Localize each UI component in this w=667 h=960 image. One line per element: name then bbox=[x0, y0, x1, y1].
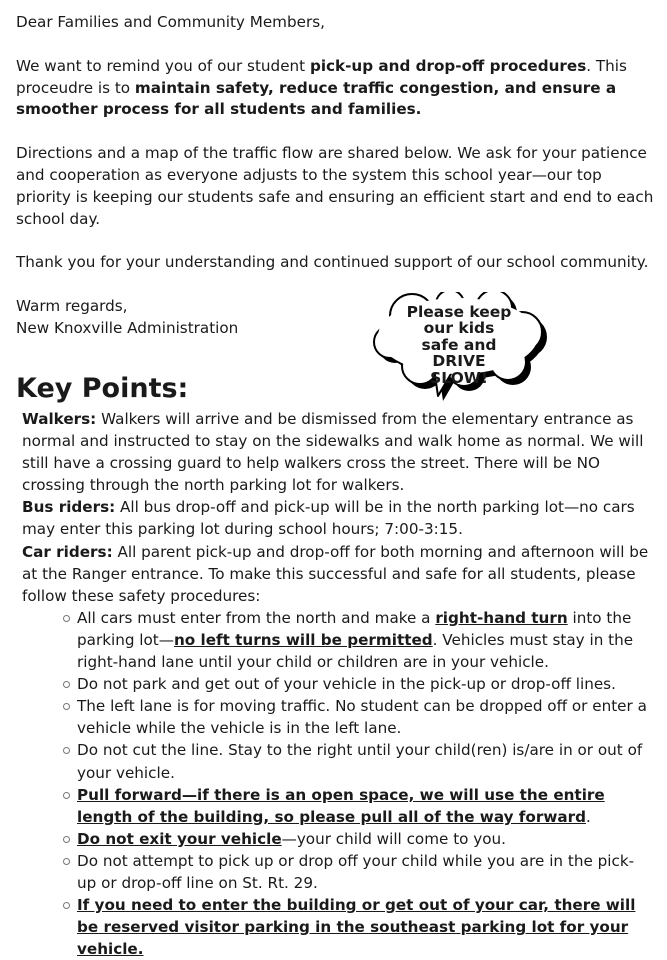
directions-paragraph: Directions and a map of the traffic flow are shared below. We ask for your patience and cooperation as everyone adjusts to the system this school year—our top priority is keeping our students safe and ensuring an efficient start and end to each school day. bbox=[16, 144, 654, 228]
step-emphasis: Pull forward—if there is an open space, we will use the entire length of the building, so please pull all of the way forward bbox=[77, 785, 605, 826]
key-points bbox=[22, 408, 652, 960]
step-emphasis: right-hand turn bbox=[435, 608, 568, 627]
car-riders-text: All parent pick-up and drop-off for both morning and afternoon will be at the Ranger entrance. To make this successful and safe for all students, please follow these safety procedures: bbox=[22, 542, 649, 605]
walkers-point bbox=[22, 408, 652, 496]
step-emphasis: If you need to enter the building or get out of your car, there will be reserved visitor parking in the southeast parking lot for your vehicle. bbox=[77, 896, 636, 959]
intro-emphasis-goals: maintain safety, reduce traffic congestion, and ensure a smoother process for all students and families. bbox=[16, 78, 617, 119]
bus-riders-text: All bus drop-off and pick-up will be in the north parking lot—no cars may enter this parking lot during school hours; 7:00-3:15. bbox=[22, 498, 635, 539]
car-riders-point bbox=[22, 541, 652, 607]
step-text: . bbox=[585, 807, 591, 826]
walkers-label: Walkers: bbox=[22, 410, 97, 428]
greeting: Dear Families and Community Members, bbox=[16, 13, 325, 31]
thanks-paragraph: Thank you for your understanding and continued support of our school community. bbox=[16, 253, 649, 272]
bubble-line: safe and bbox=[421, 335, 497, 354]
thought-bubble bbox=[372, 292, 552, 410]
intro-emphasis-procedures: pick-up and drop-off procedures bbox=[309, 56, 587, 75]
step-text: —your child will come to you. bbox=[281, 829, 506, 848]
intro-paragraph bbox=[16, 56, 656, 121]
bus-riders-label: Bus riders: bbox=[22, 498, 116, 517]
key-points-heading: Key Points: bbox=[16, 373, 189, 404]
bubble-line: SLOW! bbox=[430, 368, 488, 387]
bubble-line: our kids bbox=[423, 319, 495, 338]
step-emphasis: no left turns will be permitted bbox=[173, 630, 433, 649]
intro-text-2: . This proceudre is to bbox=[16, 56, 627, 97]
list-item: The left lane is for moving traffic. No student can be dropped off or enter a vehicle while the vehicle is in the left lane. bbox=[77, 695, 652, 739]
intro-text-1: We want to remind you of our student bbox=[16, 56, 310, 75]
list-item bbox=[77, 828, 652, 850]
bus-riders-point bbox=[22, 496, 652, 540]
list-item: Do not park and get out of your vehicle in the pick-up or drop-off lines. bbox=[77, 673, 652, 695]
signoff: Warm regards, bbox=[16, 297, 128, 316]
signature: New Knoxville Administration bbox=[16, 318, 239, 337]
letter bbox=[16, 12, 656, 340]
safety-procedures-list bbox=[22, 607, 652, 960]
car-riders-label: Car riders: bbox=[22, 542, 113, 561]
list-item: Do not cut the line. Stay to the right until your child(ren) is/are in or out of your vehicle. bbox=[77, 739, 652, 783]
list-item bbox=[77, 784, 652, 828]
walkers-text: Walkers will arrive and be dismissed from the elementary entrance as normal and instructed to stay on the sidewalks and walk home as normal. We will still have a crossing guard to help walkers cross the street. There will be NO crossing through the north parking lot for walkers. bbox=[22, 410, 644, 495]
step-emphasis: Do not exit your vehicle bbox=[77, 829, 282, 848]
step-text: . Vehicles must stay in the right-hand lane until your child or children are in your vehicle. bbox=[77, 630, 634, 672]
bubble-line: DRIVE bbox=[432, 352, 486, 371]
list-item: Do not attempt to pick up or drop off your child while you are in the pick-up or drop-off line on St. Rt. 29. bbox=[77, 850, 652, 894]
step-text: All cars must enter from the north and make a bbox=[77, 608, 436, 627]
bubble-text bbox=[404, 304, 514, 386]
step-text: into the parking lot— bbox=[77, 608, 632, 649]
bubble-line: Please keep bbox=[406, 303, 512, 321]
list-item bbox=[77, 894, 652, 960]
list-item bbox=[77, 607, 652, 673]
